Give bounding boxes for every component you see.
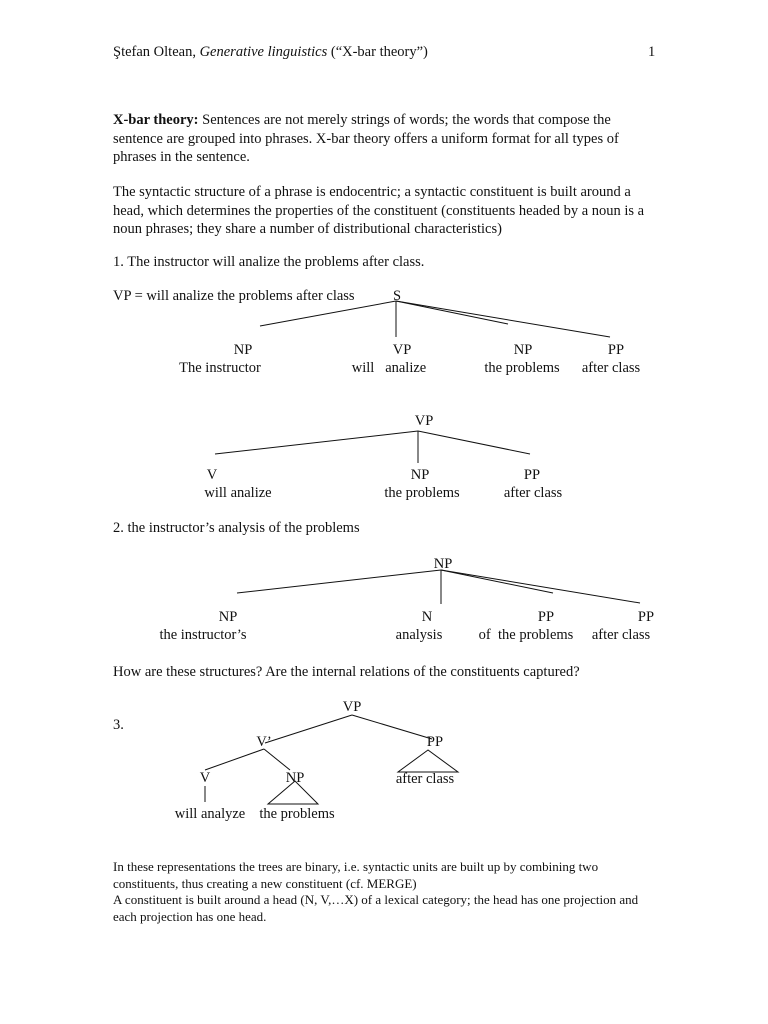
- vp-definition: VP = will analize the problems after class: [113, 288, 355, 304]
- tree3-node-cat: PP: [637, 609, 655, 625]
- intro-text: Sentences are not merely strings of words; the words that compose the sentence are grouped into phrases. X-bar theory offers a uniform format for all types of phrases in the sentence.: [113, 112, 619, 165]
- intro-term: X-bar theory:: [113, 112, 199, 128]
- tree3-root: NP: [433, 556, 453, 572]
- tree2-node-words: after class: [503, 485, 563, 501]
- tree1-node-cat: VP: [392, 342, 412, 358]
- header-author: Ştefan Oltean,: [113, 44, 200, 60]
- tree2-branch-pp: [418, 431, 530, 454]
- tree2-branch-v: [215, 431, 418, 454]
- binary-note: In these representations the trees are binary, i.e. syntactic units are built up by combining two constituents, thus creating a new constituent (cf. MERGE): [113, 859, 599, 891]
- tree1-node-cat: NP: [513, 342, 533, 358]
- tree3-node-words: after class: [591, 627, 651, 643]
- tree2-node-cat: PP: [523, 467, 541, 483]
- tree4-pp-triangle: [398, 750, 458, 772]
- example-2: 2. the instructor’s analysis of the problems: [113, 520, 360, 536]
- tree4-np-words: the problems: [259, 806, 335, 822]
- tree1-branch-np2: [396, 301, 508, 324]
- head-note: A constituent is built around a head (N, V,…X) of a lexical category; the head has one projection and each projection has one head.: [113, 892, 639, 924]
- tree4-branch-v: [205, 749, 264, 770]
- tree4-vbar: V’: [256, 734, 272, 750]
- tree4-pp: PP: [426, 734, 444, 750]
- tree1-node-cat: PP: [607, 342, 625, 358]
- tree1-node-words: after class: [581, 360, 641, 376]
- tree1-branch-np: [260, 301, 396, 326]
- header-title-rest: (“X-bar theory”): [327, 44, 428, 60]
- tree1-root: S: [392, 288, 402, 304]
- tree1-node-cat: NP: [233, 342, 253, 358]
- tree3-node-cat: PP: [537, 609, 555, 625]
- tree3-node-words: the instructor’s: [159, 627, 247, 643]
- tree4-pp-words: after class: [395, 771, 455, 787]
- tree4-v: V: [199, 770, 211, 786]
- tree4-np: NP: [285, 770, 305, 786]
- example-3-number: 3.: [113, 717, 124, 733]
- tree1-branch-pp: [396, 301, 610, 337]
- tree4-root: VP: [342, 699, 362, 715]
- tree3-branch-pp2: [441, 570, 640, 603]
- tree2-node-cat: NP: [410, 467, 430, 483]
- tree2-node-cat: V: [206, 467, 218, 483]
- tree2-node-words: will analize: [204, 485, 272, 501]
- tree1-node-words: will analize: [351, 360, 427, 376]
- tree2-node-words: the problems: [384, 485, 460, 501]
- tree4-v-words: will analyze: [174, 806, 246, 822]
- tree3-branch-np: [237, 570, 441, 593]
- endocentric-paragraph: The syntactic structure of a phrase is endocentric; a syntactic constituent is built around a head, which determines the properties of the constituent (constituents headed by a noun is a noun phrases; they share a number of distributional characteristics): [113, 184, 645, 237]
- tree3-node-cat: N: [421, 609, 433, 625]
- question-text: How are these structures? Are the internal relations of the constituents captured?: [113, 664, 580, 680]
- tree3-node-words: of the problems: [478, 627, 574, 643]
- tree1-node-words: the problems: [484, 360, 560, 376]
- tree2-root: VP: [414, 413, 434, 429]
- tree4-branch-np: [264, 749, 290, 770]
- header-title-italic: Generative linguistics: [199, 44, 328, 60]
- tree3-node-cat: NP: [218, 609, 238, 625]
- page-number: 1: [648, 44, 656, 60]
- tree1-node-words: The instructor: [179, 360, 261, 376]
- example-1: 1. The instructor will analize the problems after class.: [113, 254, 425, 270]
- tree4-branch-pp: [352, 715, 432, 739]
- tree4-branch-vbar: [265, 715, 352, 743]
- tree3-branch-pp: [441, 570, 553, 593]
- tree3-node-words: analysis: [395, 627, 443, 643]
